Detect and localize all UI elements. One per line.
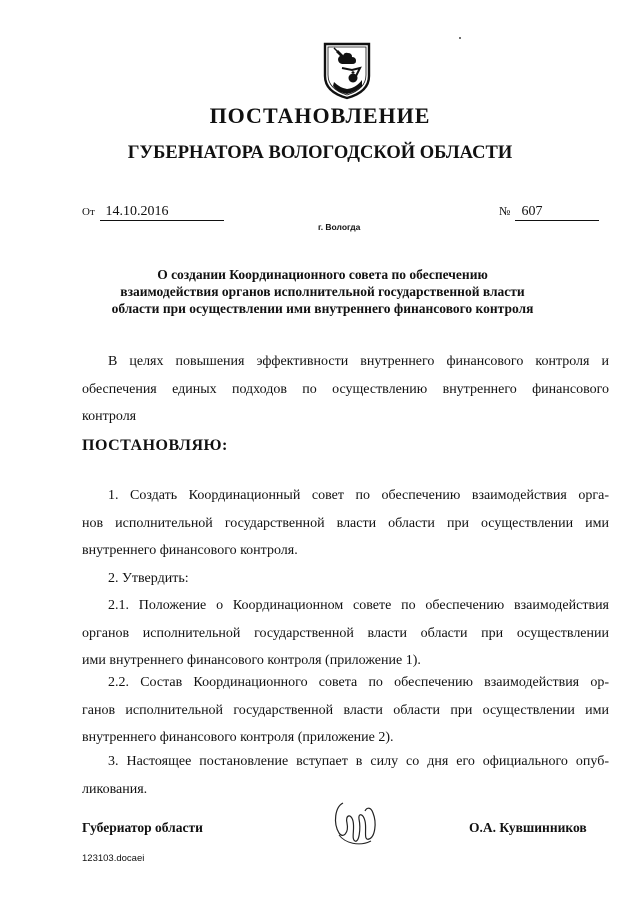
file-reference: 123103.docaei <box>82 853 145 864</box>
signer-position: Губериатор области <box>82 820 203 835</box>
preamble-line: В целях повышения эффективности внутреннего финансового контроля и <box>108 354 609 369</box>
item-2-1 <box>82 592 609 675</box>
item-2 <box>82 565 609 593</box>
item-line: 3. Настоящее постановление вступает в силу со дня его официального опуб- <box>108 754 609 769</box>
document-subject <box>60 266 585 317</box>
item-line: 2.2. Состав Координационного совета по обеспечению взаимодействия ор- <box>108 675 609 690</box>
handwritten-signature-icon <box>325 793 385 853</box>
item-line: 2. Утвердить: <box>108 571 189 586</box>
number-prefix: № <box>499 204 511 218</box>
coat-of-arms-icon <box>322 42 372 100</box>
item-line: ими внутреннего финансового контроля (приложение 1). <box>82 653 421 668</box>
item-line: 1. Создать Координационный совет по обеспечению взаимодействия орга- <box>108 488 609 503</box>
document-number: 607 <box>515 204 599 221</box>
item-line: 2.1. Положение о Координационном совете по обеспечению взаимодействия <box>108 598 609 613</box>
item-line: внутреннего финансового контроля. <box>82 543 298 558</box>
preamble-line: контроля <box>82 409 137 424</box>
item-line: ганов исполнительной государственной власти области при осуществлении ими <box>82 702 609 718</box>
number-line <box>499 204 599 221</box>
preamble-line: обеспечения единых подходов по осуществлению внутреннего финансового <box>82 381 609 397</box>
item-2-2 <box>82 669 609 752</box>
signer-name: О.А. Кувшинников <box>469 820 587 835</box>
date-prefix: От <box>82 206 95 218</box>
decree-word: ПОСТАНОВЛЯЮ: <box>82 437 228 454</box>
item-line: органов исполнительной государственной власти области при осуществлении <box>82 625 609 641</box>
scan-speck <box>459 37 461 39</box>
item-1 <box>82 482 609 565</box>
document-title: ПОСТАНОВЛЕНИЕ <box>209 103 431 128</box>
document-issuer: ГУБЕРНАТОРА ВОЛОГОДСКОЙ ОБЛАСТИ <box>127 143 513 163</box>
item-line: нов исполнительной государственной власти области при осуществлении ими <box>82 515 609 531</box>
subject-line: О создании Координационного совета по обеспечению <box>157 267 488 282</box>
document-date: 14.10.2016 <box>100 204 224 221</box>
date-line <box>82 204 224 221</box>
preamble <box>82 348 609 431</box>
subject-line: области при осуществлении ими внутреннего финансового контроля <box>111 301 534 316</box>
city: г. Вологда <box>318 222 361 232</box>
subject-line: взаимодействия органов исполнительной государственной власти <box>120 284 525 299</box>
item-line: ликования. <box>82 781 148 797</box>
item-line: внутреннего финансового контроля (приложение 2). <box>82 730 394 745</box>
